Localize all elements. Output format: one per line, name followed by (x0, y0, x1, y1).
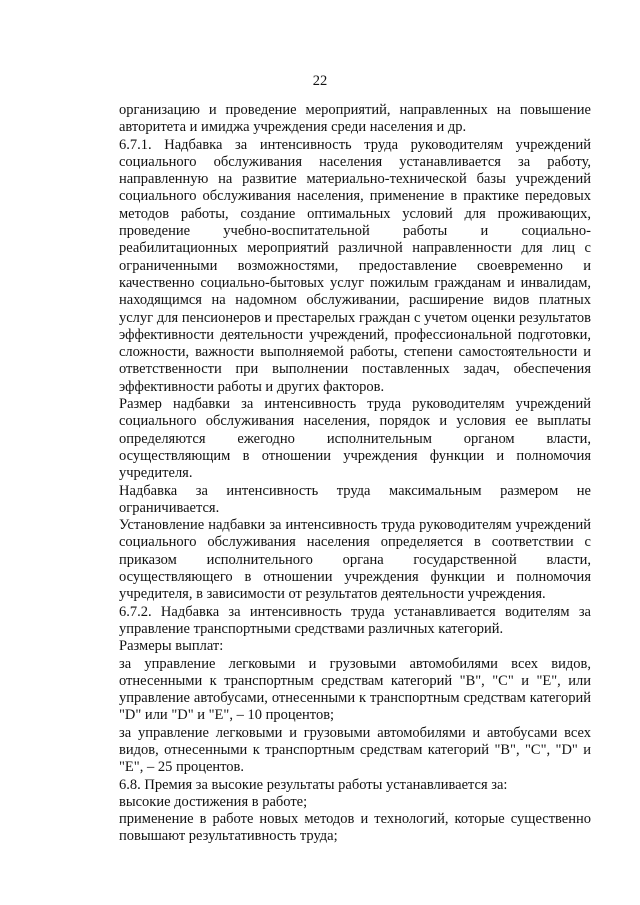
paragraph: Размер надбавки за интенсивность труда руководителям учреждений социального обслуживания населения, порядок и условия ее выплаты определяются ежегодно исполнительным органом власти, осуществляющим в отношении учреждения функции и полномочия учредителя. (119, 396, 591, 482)
paragraph: организацию и проведение мероприятий, направленных на повышение авторитета и имиджа учреждения среди населения и др. (119, 102, 591, 136)
paragraph: 6.7.1. Надбавка за интенсивность труда руководителям учреждений социального обслуживания населения устанавливается за работу, направленную на развитие материально-технической базы учреждений социального обслуживания населения, применение в практике передовых методов работы, создание оптимальных условий для проживающих, проведение учебно-воспитательной работы и социально-реабилитационных мероприятий различной направленности для лиц с ограниченными возможностями, предоставление своевременно и качественно социально-бытовых услуг пожилым гражданам и инвалидам, находящимся на надомном обслуживании, расширение видов платных услуг для пенсионеров и престарелых граждан с учетом оценки результатов эффективности деятельности учреждений, профессиональной подготовки, сложности, важности выполняемой работы, степени самостоятельности и ответственности при выполнении поставленных задач, обеспечения эффективности работы и других факторов. (119, 136, 591, 395)
paragraph: высокие достижения в работе; (119, 793, 308, 810)
paragraph: 6.7.2. Надбавка за интенсивность труда устанавливается водителям за управление транспортными средствами различных категорий. (119, 603, 591, 637)
paragraph: Надбавка за интенсивность труда максимальным размером не ограничивается. (119, 482, 591, 516)
paragraph: Размеры выплат: (119, 638, 224, 655)
paragraph: за управление легковыми и грузовыми автомобилями всех видов, отнесенными к транспортным средствам категорий "B", "C" и "E", или управление автобусами, отнесенными к транспортным средствам категорий "D" или "D" и "E", – 10 процентов; (119, 655, 591, 724)
paragraph: 6.8. Премия за высокие результаты работы устанавливается за: (119, 776, 508, 793)
page-number: 22 (312, 73, 328, 89)
paragraph: Установление надбавки за интенсивность труда руководителям учреждений социального обслуживания населения определяется в соответствии с приказом исполнительного органа государственной власти, осуществляющего в отношении учреждения функции и полномочия учредителя, в зависимости от результатов деятельности учреждения. (119, 517, 591, 603)
paragraph: применение в работе новых методов и технологий, которые существенно повышают результативность труда; (119, 811, 591, 845)
document-body (119, 102, 591, 846)
paragraph: за управление легковыми и грузовыми автомобилями и автобусами всех видов, отнесенными к транспортным средствам категорий "B", "C", "D" и "E", – 25 процентов. (119, 724, 591, 776)
